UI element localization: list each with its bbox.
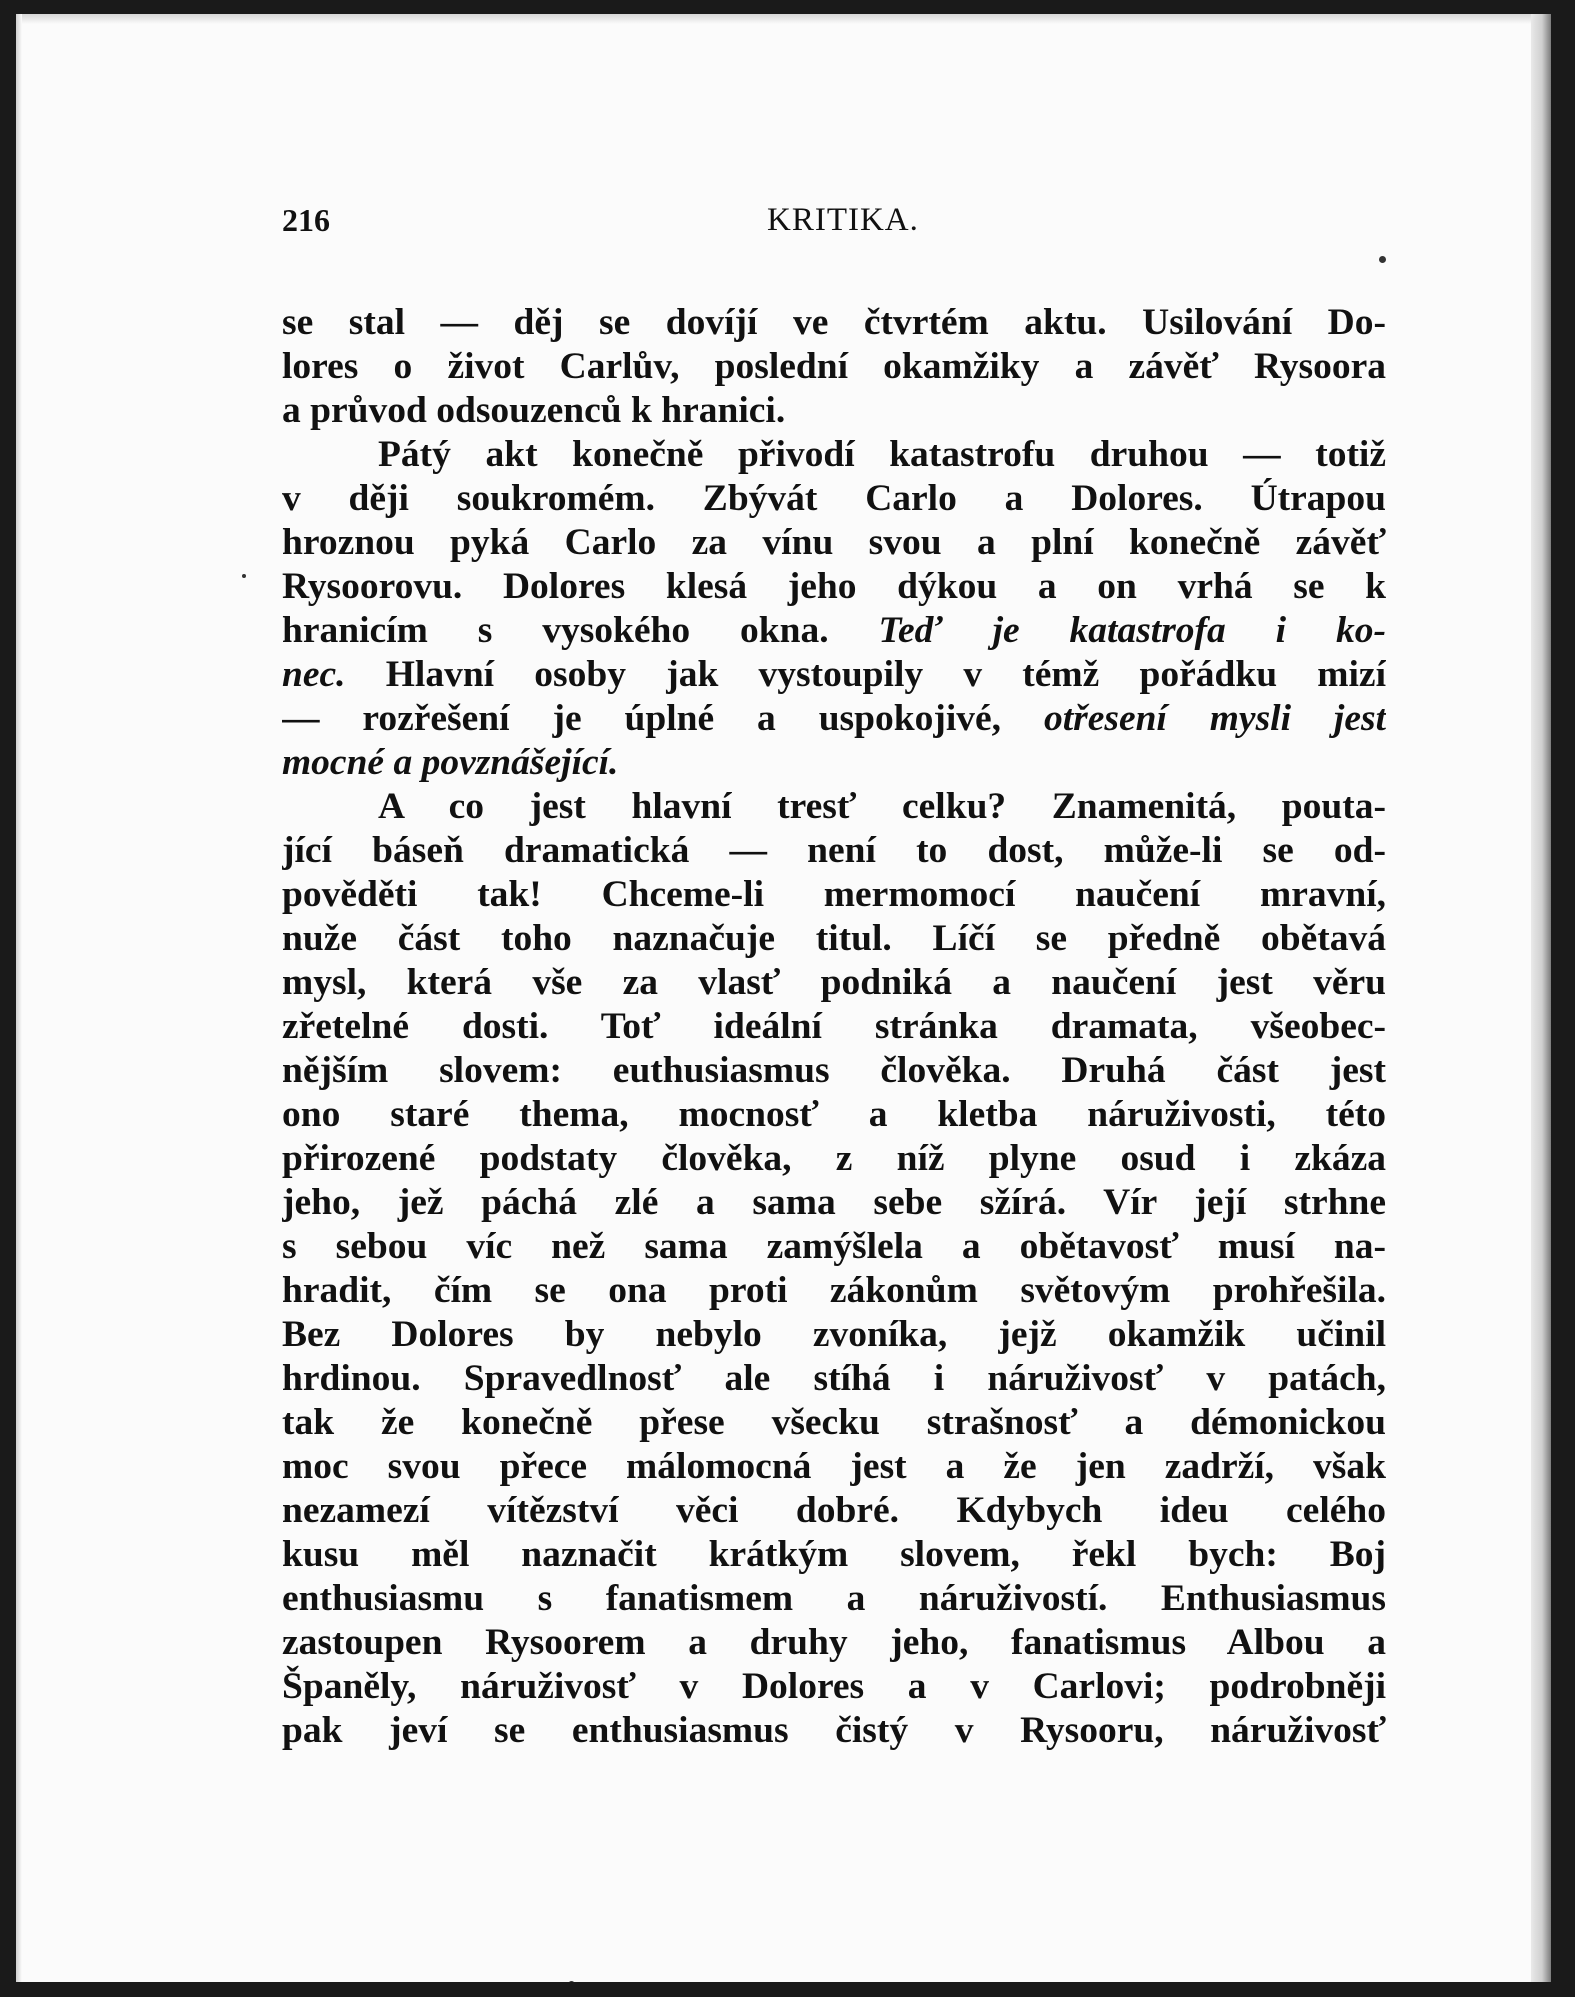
book-page (16, 14, 1551, 1982)
text-segment: hradit, čím se ona proti zákonům světovým prohřešila. (282, 1270, 1386, 1311)
text-line (282, 741, 1386, 785)
text-segment: zřetelné dosti. Toť ideální stránka dramata, všeobec- (282, 1006, 1386, 1047)
page-number: 216 (282, 202, 330, 238)
text-line (282, 1709, 1386, 1753)
text-segment: hrdinou. Spravedlnosť ale stíhá i náruživosť v patách, (282, 1358, 1386, 1399)
text-segment: ono staré thema, mocnosť a kletba náruživosti, této (282, 1094, 1386, 1135)
text-line (282, 1093, 1386, 1137)
body-text (282, 301, 1386, 1753)
text-segment: se stal — děj se dovíjí ve čtvrtém aktu. Usilování Do- (282, 302, 1386, 343)
text-line (282, 345, 1386, 389)
text-line (282, 829, 1386, 873)
text-line (282, 917, 1386, 961)
text-segment: s sebou víc než sama zamýšlela a obětavosť musí na- (282, 1226, 1386, 1267)
text-line (282, 1445, 1386, 1489)
page-right-edge-shadow (1531, 14, 1551, 1982)
text-segment: a průvod odsouzenců k hranici. (282, 390, 786, 431)
text-segment: kusu měl naznačit krátkým slovem, řekl bych: Boj (282, 1534, 1386, 1575)
text-segment: zastoupen Rysoorem a druhy jeho, fanatismus Albou a (282, 1622, 1386, 1663)
text-line (282, 1665, 1386, 1709)
page-top-edge (16, 14, 1551, 24)
text-line (282, 653, 1386, 697)
text-line (282, 1621, 1386, 1665)
text-line (282, 389, 1386, 433)
print-speck (242, 574, 246, 578)
italic-text-segment: otřesení mysli jest (1043, 698, 1386, 739)
text-line (282, 1137, 1386, 1181)
text-line (282, 1313, 1386, 1357)
text-segment: jeho, jež páchá zlé a sama sebe sžírá. Vír její strhne (282, 1182, 1386, 1223)
text-line (282, 961, 1386, 1005)
text-segment: Španěly, náruživosť v Dolores a v Carlovi; podrobněji (282, 1666, 1386, 1707)
text-segment: mysl, která vše za vlasť podniká a naučení jest věru (282, 962, 1386, 1003)
italic-text-segment: mocné a povznášející. (282, 742, 619, 783)
text-segment: — rozřešení je úplné a uspokojivé, (282, 698, 1044, 739)
text-line (282, 1225, 1386, 1269)
italic-text-segment: nec. (282, 654, 346, 695)
print-speck (1379, 256, 1386, 263)
text-line (282, 565, 1386, 609)
text-line (282, 477, 1386, 521)
italic-text-segment: Teď je katastrofa i ko- (878, 610, 1386, 651)
page-header (282, 202, 1382, 252)
text-segment: tak že konečně přese všecku strašnosť a démonickou (282, 1402, 1386, 1443)
text-line (282, 1357, 1386, 1401)
text-segment: moc svou přece málomocná jest a že jen zadrží, však (282, 1446, 1386, 1487)
text-segment: nějším slovem: euthusiasmus člověka. Druhá část jest (282, 1050, 1386, 1091)
text-line (282, 521, 1386, 565)
text-segment: hranicím s vysokého okna. (282, 610, 879, 651)
text-line (282, 873, 1386, 917)
text-segment: Hlavní osoby jak vystoupily v témž pořádku mizí (345, 654, 1386, 695)
text-segment: lores o život Carlův, poslední okamžiky a závěť Rysoora (282, 346, 1386, 387)
page-left-edge (16, 14, 22, 1982)
text-segment: pověděti tak! Chceme-li mermomocí naučení mravní, (282, 874, 1386, 915)
text-segment: Rysoorovu. Dolores klesá jeho dýkou a on vrhá se k (282, 566, 1386, 607)
text-segment: v ději soukromém. Zbývát Carlo a Dolores. Útrapou (282, 478, 1386, 519)
text-line (282, 1577, 1386, 1621)
text-line (282, 1533, 1386, 1577)
text-line (282, 1181, 1386, 1225)
text-segment: pak jeví se enthusiasmus čistý v Rysooru, náruživosť (282, 1710, 1386, 1751)
text-segment: přirozené podstaty člověka, z níž plyne osud i zkáza (282, 1138, 1386, 1179)
text-line (282, 1489, 1386, 1533)
text-line (282, 1049, 1386, 1093)
text-line (282, 697, 1386, 741)
text-line (282, 301, 1386, 345)
text-segment: Pátý akt konečně přivodí katastrofu druhou — totiž (378, 434, 1386, 475)
text-segment: A co jest hlavní tresť celku? Znamenitá, pouta- (378, 786, 1386, 827)
text-line (282, 1401, 1386, 1445)
text-segment: jící báseň dramatická — není to dost, může-li se od- (282, 830, 1386, 871)
running-title: KRITIKA. (767, 202, 919, 238)
text-segment: hroznou pyká Carlo za vínu svou a plní konečně závěť (282, 522, 1386, 563)
text-segment: nuže část toho naznačuje titul. Líčí se předně obětavá (282, 918, 1386, 959)
text-line (282, 433, 1386, 477)
text-line (282, 785, 1386, 829)
text-segment: enthusiasmu s fanatismem a náruživostí. Enthusiasmus (282, 1578, 1386, 1619)
print-speck (569, 1981, 574, 1982)
text-segment: Bez Dolores by nebylo zvoníka, jejž okamžik učinil (282, 1314, 1386, 1355)
text-segment: nezamezí vítězství věci dobré. Kdybych ideu celého (282, 1490, 1386, 1531)
text-line (282, 1005, 1386, 1049)
text-line (282, 1269, 1386, 1313)
text-line (282, 609, 1386, 653)
